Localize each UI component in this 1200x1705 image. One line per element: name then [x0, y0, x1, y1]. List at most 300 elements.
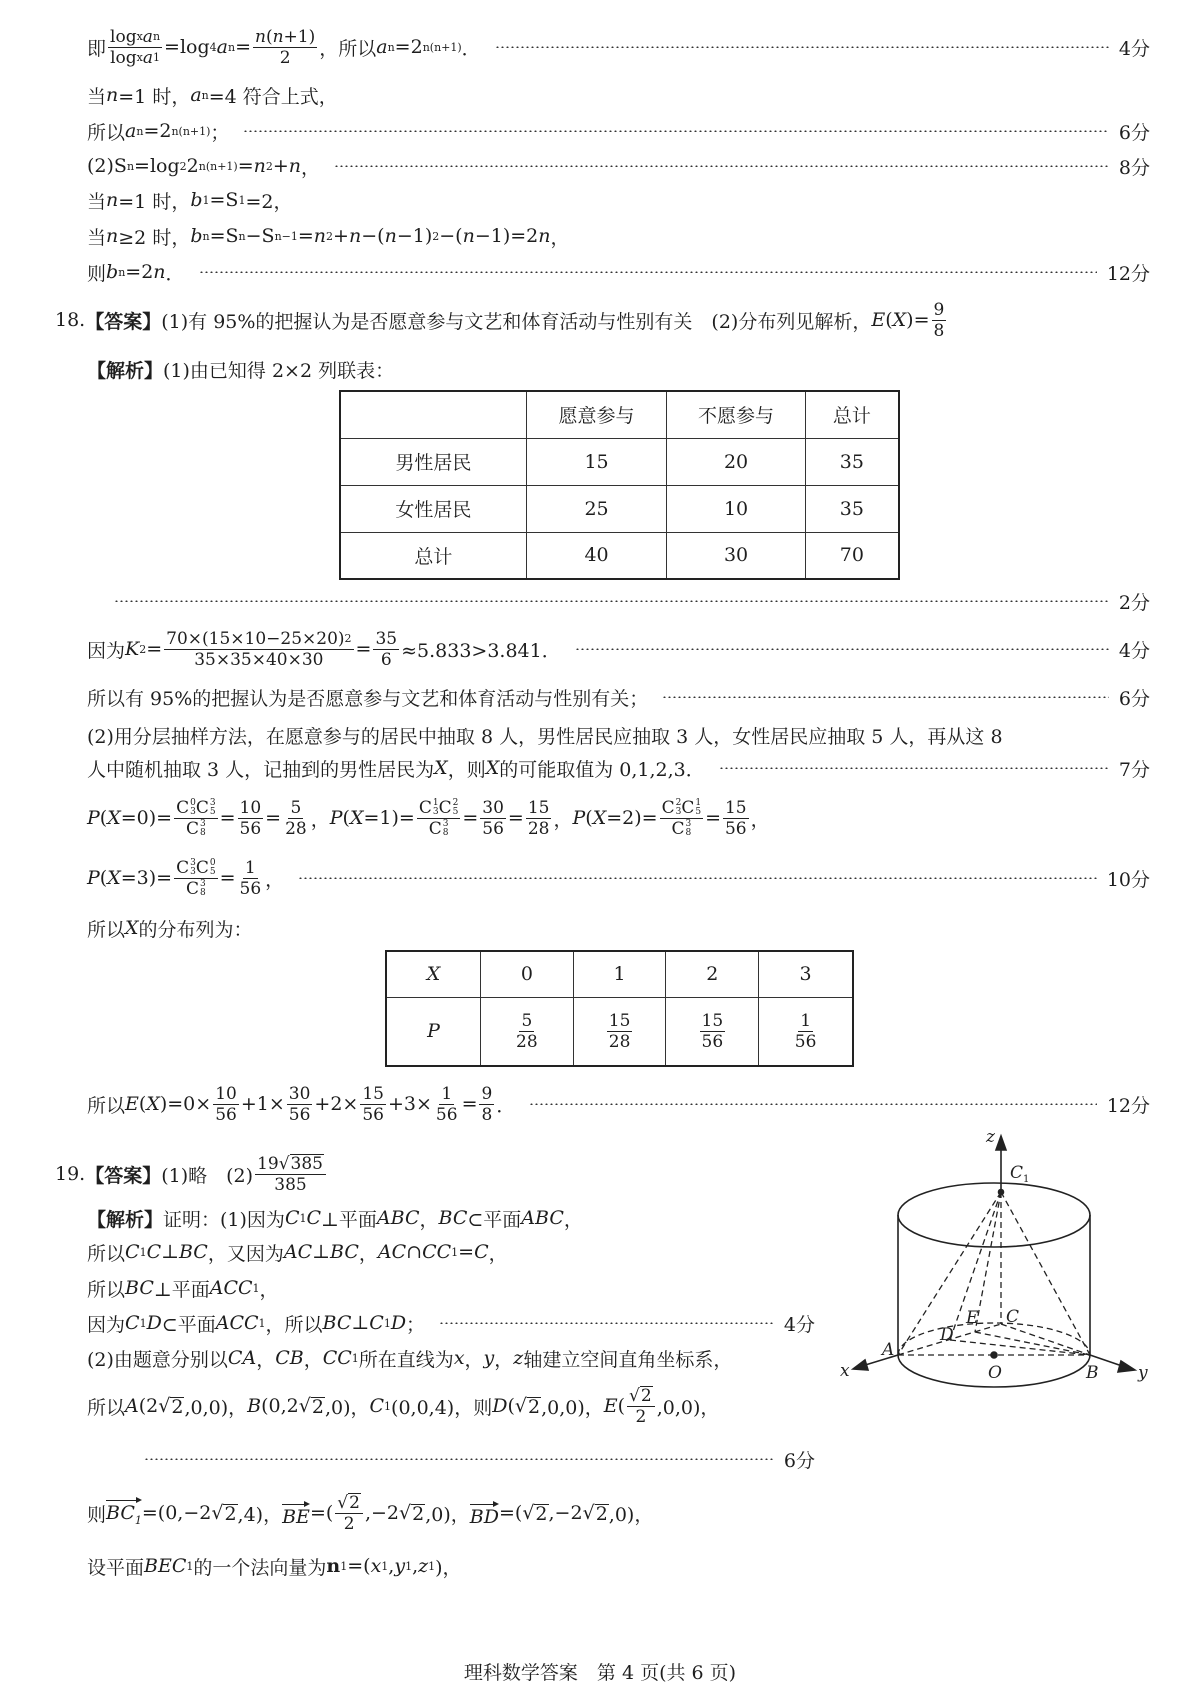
text-run: +1) [283, 26, 316, 47]
x-arrow-icon [853, 1360, 868, 1370]
label-E: E [966, 1308, 979, 1328]
math-variable: C [284, 1207, 300, 1229]
text-run: = [237, 155, 254, 177]
combination-symbol: C [418, 797, 432, 818]
text-run: ,0)， [608, 1503, 654, 1526]
subscript: 1 [405, 1559, 413, 1573]
lower-index: 3 [675, 806, 682, 817]
square-root [515, 1395, 541, 1417]
p-value-cell [573, 997, 666, 1066]
point-C1 [999, 1190, 1004, 1195]
fraction [417, 798, 461, 839]
line-content [87, 153, 320, 180]
subscript: 1 [383, 1316, 391, 1330]
math-variable: AC [283, 1241, 313, 1263]
denominator [108, 48, 162, 68]
lower-index: 8 [442, 827, 449, 838]
text-run: ， [419, 1208, 439, 1231]
text-run: 人中随机抽取 3 人，记抽到的男性居民为 [87, 758, 435, 781]
numerator [723, 798, 749, 819]
denominator [238, 819, 264, 839]
radicand: 2 [349, 1493, 360, 1513]
text-run: −S [245, 225, 275, 247]
text-line [100, 584, 1150, 618]
denominator [272, 1175, 308, 1195]
page-footer: 理科数学答案 第 4 页(共 6 页) [463, 1662, 737, 1684]
math-variable: P [329, 807, 343, 829]
cylinder-coordinate-figure [840, 1120, 1170, 1420]
subscript: n [227, 40, 236, 54]
fraction [660, 798, 704, 839]
math-variable: X [107, 867, 121, 889]
radical-sign-icon: √ [582, 1502, 595, 1524]
subscript: 1 [384, 1399, 392, 1413]
fraction [335, 1493, 363, 1534]
combination-indices [443, 820, 449, 838]
subscript: n [118, 265, 126, 279]
numerator [526, 798, 552, 819]
text-run: +3× [387, 1093, 432, 1115]
fraction [793, 1011, 819, 1052]
subscript: 1 [428, 1559, 436, 1573]
math-variable: ABC [376, 1207, 420, 1229]
bold-text: 【答案】 [85, 310, 162, 333]
text-run: 30 [482, 797, 504, 818]
fraction [627, 1386, 655, 1427]
text-run: =1 时， [118, 190, 191, 213]
combination-symbol: C [195, 857, 209, 878]
line-content [87, 1493, 653, 1534]
text-run: 2 [343, 1513, 355, 1534]
denominator [192, 650, 325, 670]
text-run: 8 [933, 320, 945, 341]
numerator [255, 1154, 326, 1175]
text-run: 30 [288, 1083, 311, 1104]
text-run: ⊥平面 [321, 1208, 377, 1231]
math-variable: z [513, 1347, 524, 1369]
subscript: 1 [381, 1559, 389, 1573]
math-variable: a [376, 36, 388, 58]
table-cell: 总计 [340, 532, 526, 579]
subscript: 1 [451, 1245, 459, 1259]
upper-index: 2 [452, 797, 459, 808]
math-variable: ACC [215, 1312, 259, 1334]
text-run: ． [165, 262, 185, 285]
text-run: = [462, 807, 479, 829]
text-run: 2 [279, 47, 291, 68]
dotted-leader [114, 600, 1109, 602]
radical-sign-icon: √ [629, 1385, 640, 1406]
subscript: 1 [351, 1351, 359, 1365]
label-D: D [940, 1325, 954, 1345]
text-run: (1)略 (2) [161, 1164, 254, 1187]
text-run: BC [106, 1502, 135, 1524]
text-run: ,−2 [364, 1502, 400, 1524]
text-run: =( [347, 1555, 371, 1577]
numerator [253, 27, 317, 48]
math-variable: n [106, 225, 119, 247]
text-run: ， [494, 1348, 514, 1371]
combination-indices [200, 880, 206, 898]
text-run: = [265, 807, 282, 829]
text-run: 10 [239, 797, 262, 818]
text-run: ( [617, 1395, 626, 1417]
vector-arrow-icon [106, 1496, 142, 1504]
text-run: 35 [375, 628, 398, 649]
text-run: ， [750, 808, 770, 831]
text-run: ( [99, 867, 108, 889]
text-run: = [235, 36, 251, 58]
x-value-cell: 0 [481, 951, 574, 997]
dotted-leader [243, 130, 1108, 132]
text-run: ⊥ [312, 1241, 330, 1263]
text-run: (2)由题意分别以 [87, 1348, 228, 1371]
text-run: (2 [138, 1395, 159, 1417]
vector-name [470, 1508, 499, 1526]
math-variable: n [153, 261, 166, 283]
text-run: 当 [87, 85, 107, 108]
label-z: z [986, 1127, 995, 1147]
denominator [213, 1105, 239, 1125]
math-variable: P [572, 807, 586, 829]
text-run: = [461, 1093, 478, 1115]
fraction [514, 1011, 540, 1052]
square-root [279, 1154, 324, 1174]
text-line [87, 1385, 720, 1427]
text-run: ,0,0)， [184, 1396, 248, 1419]
fraction [526, 798, 552, 839]
upper-index: 3 [190, 857, 196, 868]
text-line [87, 255, 1150, 289]
subscript: 1 [139, 1245, 147, 1259]
score-label: 4分 [783, 1313, 815, 1336]
denominator [283, 819, 309, 839]
math-variable: x [370, 1555, 382, 1577]
numerator [238, 798, 264, 819]
text-run: 15 [527, 797, 550, 818]
text-run: BD [469, 1506, 499, 1528]
text-run: ， [303, 1348, 323, 1371]
subscript: 1 [202, 193, 210, 207]
fraction [174, 798, 218, 839]
text-run: ( [507, 1395, 515, 1417]
radical-sign-icon: √ [158, 1395, 171, 1417]
text-run: 所以 [87, 918, 126, 941]
combination [671, 819, 691, 839]
text-run: (2)S [87, 155, 127, 177]
text-run: 证明：(1)因为 [163, 1208, 285, 1231]
math-variable: n [106, 189, 119, 211]
upper-index: 3 [685, 818, 692, 829]
numerator: 5 [521, 1010, 533, 1031]
numerator [213, 1084, 239, 1105]
text-line [87, 78, 338, 112]
table-cell: 30 [667, 532, 806, 579]
combination [681, 798, 701, 818]
math-variable: X [434, 757, 448, 779]
subscript: n [152, 29, 161, 43]
text-run: ⊥平面 [153, 1278, 210, 1301]
text-run: 56 [239, 818, 262, 839]
text-run: 9 [933, 299, 945, 320]
text-line [87, 857, 1150, 899]
text-line [130, 1442, 815, 1476]
denominator: 28 [608, 1031, 631, 1052]
combination-symbol: C [661, 797, 675, 818]
math-variable: X [892, 309, 907, 331]
text-run: 19 [257, 1153, 279, 1174]
line-content [87, 1239, 508, 1266]
line-content [87, 684, 648, 711]
text-run: ， [259, 1278, 279, 1301]
superscript: 2 [344, 631, 352, 645]
radical-sign-icon: √ [211, 1502, 224, 1524]
text-line [55, 299, 948, 341]
text-run: = [219, 807, 236, 829]
label-A: A [882, 1340, 895, 1360]
text-line [87, 26, 1150, 68]
bold-text: 【答案】 [85, 1164, 162, 1187]
text-run: 56 [239, 878, 262, 899]
line-content [87, 1275, 279, 1302]
superscript: n(n+1) [422, 40, 462, 54]
math-variable: A [125, 1395, 139, 1417]
combination [176, 798, 196, 818]
text-run: 所以 [87, 1242, 126, 1265]
fraction [174, 858, 218, 899]
math-variable: b [106, 261, 119, 283]
text-run: (0,0,4)，则 [391, 1396, 493, 1419]
text-run: ,0,0)， [656, 1396, 720, 1419]
text-run: 5 [290, 797, 302, 818]
numerator: 15 [608, 1010, 631, 1031]
text-run: +1× [240, 1093, 285, 1115]
line-content [87, 798, 770, 839]
numerator [164, 629, 353, 650]
vector [106, 1496, 142, 1530]
text-run: ，所以 [265, 1313, 323, 1336]
upper-index: 2 [675, 797, 682, 808]
upper-index: 3 [199, 818, 206, 829]
superscript: n(n+1) [198, 159, 238, 173]
combination-indices [695, 799, 701, 817]
fraction [287, 1084, 313, 1125]
text-run: 则 [87, 262, 107, 285]
subscript: x [136, 50, 143, 64]
combination [176, 858, 196, 878]
text-run: = [705, 807, 721, 829]
text-run: (2)用分层抽样方法，在愿意参与的居民中抽取 8 人，男性居民应抽取 3 人，女性居民应抽取 5 人，再从这 8 [87, 725, 1003, 748]
combination-indices [200, 820, 206, 838]
table-header-cell: 不愿参与 [667, 391, 806, 438]
table-row [340, 532, 899, 579]
text-run: ， [488, 1242, 508, 1265]
text-line [87, 114, 1150, 148]
superscript: 2 [139, 642, 147, 656]
math-variable: n [348, 225, 362, 247]
fraction [373, 629, 399, 670]
math-variable: X [485, 757, 500, 779]
text-run: ， [550, 226, 570, 249]
score-label: 6分 [783, 1449, 815, 1472]
math-variable: b [190, 225, 203, 247]
text-run: ,−2 [548, 1502, 583, 1524]
denominator [278, 48, 293, 68]
top-ellipse [898, 1183, 1090, 1247]
label-y: y [1138, 1363, 1148, 1383]
score-label: 2分 [1118, 591, 1150, 614]
square-root [399, 1502, 425, 1524]
denominator [238, 879, 264, 899]
table-row [340, 438, 899, 485]
subscript: 2 [179, 159, 187, 173]
subscript: 1 [252, 1281, 260, 1295]
numerator [479, 1084, 494, 1105]
text-run: =log [134, 155, 180, 177]
subscript: n [387, 40, 395, 54]
denominator [526, 819, 552, 839]
text-run: 当 [87, 226, 107, 249]
subscript: 1 [152, 50, 160, 64]
subscript: n [126, 159, 135, 173]
line-content [87, 259, 185, 286]
combination-symbol: C [185, 878, 199, 899]
vector-name [282, 1508, 310, 1526]
score-label: 12分 [1106, 262, 1150, 285]
line-content [87, 1205, 583, 1232]
line-content [87, 1084, 515, 1125]
denominator [434, 1105, 460, 1125]
line-content [87, 1310, 425, 1337]
text-run: =1)= [363, 807, 415, 829]
text-run: 385 [274, 1174, 307, 1195]
text-run: BE [282, 1506, 310, 1528]
table-header-row [340, 391, 899, 438]
bold-text: n [326, 1555, 341, 1577]
text-run: ⊥ [161, 1241, 179, 1263]
text-run: ( [138, 1093, 147, 1115]
text-run: 即 [87, 37, 107, 60]
fraction [723, 798, 749, 839]
text-run: ≥2 时， [118, 226, 191, 249]
text-run: 56 [435, 1104, 458, 1125]
numerator [174, 858, 218, 879]
text-run: )=0× [159, 1093, 212, 1115]
fraction [213, 1084, 239, 1125]
math-variable: BEC [144, 1555, 187, 1577]
math-variable: y [394, 1555, 406, 1577]
math-variable: y [483, 1347, 495, 1369]
fraction [108, 27, 162, 68]
math-variable: b [190, 189, 203, 211]
numerator [108, 27, 162, 48]
text-run: 1 [244, 857, 256, 878]
text-run: 70×(15×10−25×20) [166, 628, 345, 649]
text-line [87, 1549, 462, 1583]
radical-sign-icon: √ [399, 1502, 412, 1524]
z-arrow-icon [996, 1136, 1006, 1150]
text-line [87, 797, 770, 839]
combination [419, 798, 439, 818]
text-run: ， [256, 1348, 276, 1371]
math-variable: n [254, 26, 266, 47]
lower-index: 5 [452, 806, 459, 817]
text-line [87, 751, 1150, 785]
denominator [723, 819, 749, 839]
text-run: )= [906, 309, 930, 331]
text-run: 的分布列为： [138, 918, 253, 941]
radicand: 2 [311, 1395, 324, 1418]
lower-index: 8 [199, 827, 206, 838]
text-run: ,4)， [237, 1503, 283, 1526]
math-variable: C [474, 1241, 489, 1263]
combination-symbol: C [195, 797, 209, 818]
superscript: 2 [326, 229, 334, 243]
subscript: n [202, 229, 210, 243]
text-run: 18. [55, 309, 86, 331]
label-x: x [840, 1361, 850, 1381]
edge-C1B [1001, 1192, 1090, 1355]
math-variable: P [87, 867, 100, 889]
lower-index: 8 [685, 827, 692, 838]
combination-symbol: C [185, 818, 199, 839]
table-cell: 15 [526, 438, 667, 485]
table-cell: 10 [667, 485, 806, 532]
table-row [340, 485, 899, 532]
numerator [288, 798, 303, 819]
dotted-leader [144, 1458, 774, 1460]
text-run: ， [553, 808, 573, 831]
math-variable: n [272, 26, 284, 47]
table-cell: 20 [667, 438, 806, 485]
fraction [164, 629, 353, 670]
line-content [87, 356, 394, 383]
text-run: =( [309, 1502, 334, 1524]
text-line [87, 219, 570, 253]
p-value-cell [481, 997, 574, 1066]
math-variable: BC [125, 1277, 154, 1299]
combination-indices [210, 859, 216, 877]
dotted-leader [719, 767, 1109, 769]
text-run: 8 [481, 1104, 493, 1125]
combination [196, 858, 216, 878]
table-cell: 男性居民 [340, 438, 526, 485]
vector-arrow-icon [282, 1500, 310, 1508]
radical-sign-icon: √ [337, 1492, 349, 1513]
combination-symbol: C [671, 818, 685, 839]
fraction [255, 1154, 326, 1195]
subscript: x [136, 29, 143, 43]
text-run: , [412, 1555, 419, 1577]
text-run: ， [358, 1242, 378, 1265]
text-run: ⊂平面 [467, 1208, 522, 1231]
text-run: ． [461, 37, 481, 60]
label-O: O [988, 1363, 1002, 1383]
text-run: ,0)， [425, 1503, 470, 1526]
label-C1: $C_1$ [1010, 1163, 1030, 1185]
text-run: 2 [635, 1406, 647, 1427]
line-content [87, 223, 570, 250]
math-variable: X [107, 807, 121, 829]
square-root [522, 1502, 548, 1524]
subscript: 1 [340, 1559, 348, 1573]
text-run: 因为 [87, 1313, 126, 1336]
text-line [87, 1341, 732, 1375]
text-run: 56 [362, 1104, 384, 1125]
math-variable: K [125, 638, 140, 660]
combination [439, 798, 459, 818]
text-run: 当 [87, 190, 107, 213]
